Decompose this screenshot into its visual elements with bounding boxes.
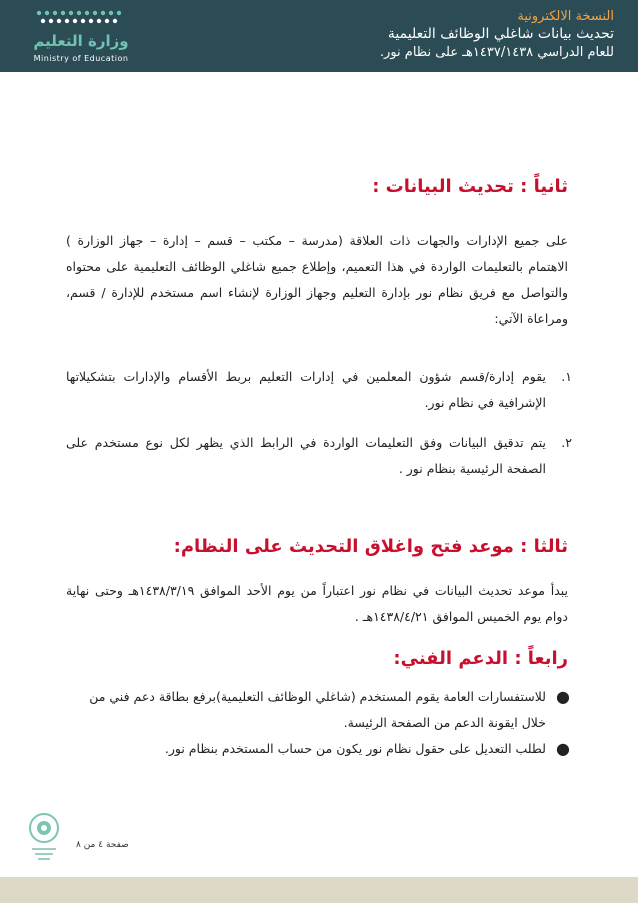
section-2-title: ثانياً : تحديث البيانات : xyxy=(372,176,568,197)
item-text: يتم تدقيق البيانات وفق التعليمات الواردة في الرابط الذي يظهر لكل نوع مستخدم على الصفحة الرئيسية بنظام نور . xyxy=(66,435,546,476)
numbered-item-1 xyxy=(66,364,572,416)
item-number: ١. xyxy=(561,369,572,384)
section-3-text: يبدأ موعد تحديث البيانات في نظام نور اعتباراً من يوم الأحد الموافق ١٤٣٨/٣/١٩هـ وحتى نهاية دوام يوم الخميس الموافق ١٤٣٨/٤/٢١هـ . xyxy=(66,583,569,624)
bullet-icon: ● xyxy=(556,739,570,758)
section-2-intro: على جميع الإدارات والجهات ذات العلاقة (مدرسة – مكتب – قسم – إدارة – جهاز الوزارة ) الاهتمام بالتعليمات الواردة في هذا التعميم، وإطلاع جميع شاغلي الوظائف التعليمية على محتواه والتواصل مع فريق نظام نور بإدارة التعليم وجهاز الوزارة لإنشاء اسم مستخدم للإدارة / قسم، ومراعاة الآتي: xyxy=(66,233,568,326)
item-number: ٢. xyxy=(561,435,572,450)
section-4-title: رابعاً : الدعم الفني: xyxy=(393,648,568,669)
item-text: يقوم إدارة/قسم شؤون المعلمين في إدارات التعليم بربط الأقسام والإدارات بتشكيلاتها الإشرافية في نظام نور. xyxy=(66,369,546,410)
logo-arabic-text: وزارة التعليم xyxy=(33,32,129,50)
bullet-text: لطلب التعديل على حقول نظام نور يكون من حساب المستخدم بنظام نور. xyxy=(164,741,546,756)
header-line-1: النسخة الالكترونية xyxy=(517,9,614,24)
page-number: صفحة ٤ من ٨ xyxy=(76,840,129,850)
footer-band xyxy=(0,877,638,903)
ministry-emblem-icon xyxy=(24,808,64,864)
header-line-3: للعام الدراسي ١٤٣٧/١٤٣٨هـ على نظام نور. xyxy=(379,45,614,60)
bullet-item-1 xyxy=(66,684,568,736)
bullet-text: للاستفسارات العامة يقوم المستخدم (شاغلي الوظائف التعليمية)برفع بطاقة دعم فني من خلال ايقونة الدعم من الصفحة الرئيسة. xyxy=(89,689,546,730)
section-3-title: ثالثا : موعد فتح واغلاق التحديث على النظام: xyxy=(173,536,568,557)
ministry-logo xyxy=(26,8,136,68)
logo-english-text: Ministry of Education xyxy=(33,54,129,63)
bullet-icon: ● xyxy=(556,687,570,706)
numbered-item-2 xyxy=(66,430,572,482)
bullet-item-2 xyxy=(66,736,568,762)
header-line-2: تحديث بيانات شاغلي الوظائف التعليمية xyxy=(387,26,614,42)
logo-dots-icon xyxy=(31,8,131,28)
header-title-block xyxy=(194,8,614,62)
page-header xyxy=(0,0,638,72)
